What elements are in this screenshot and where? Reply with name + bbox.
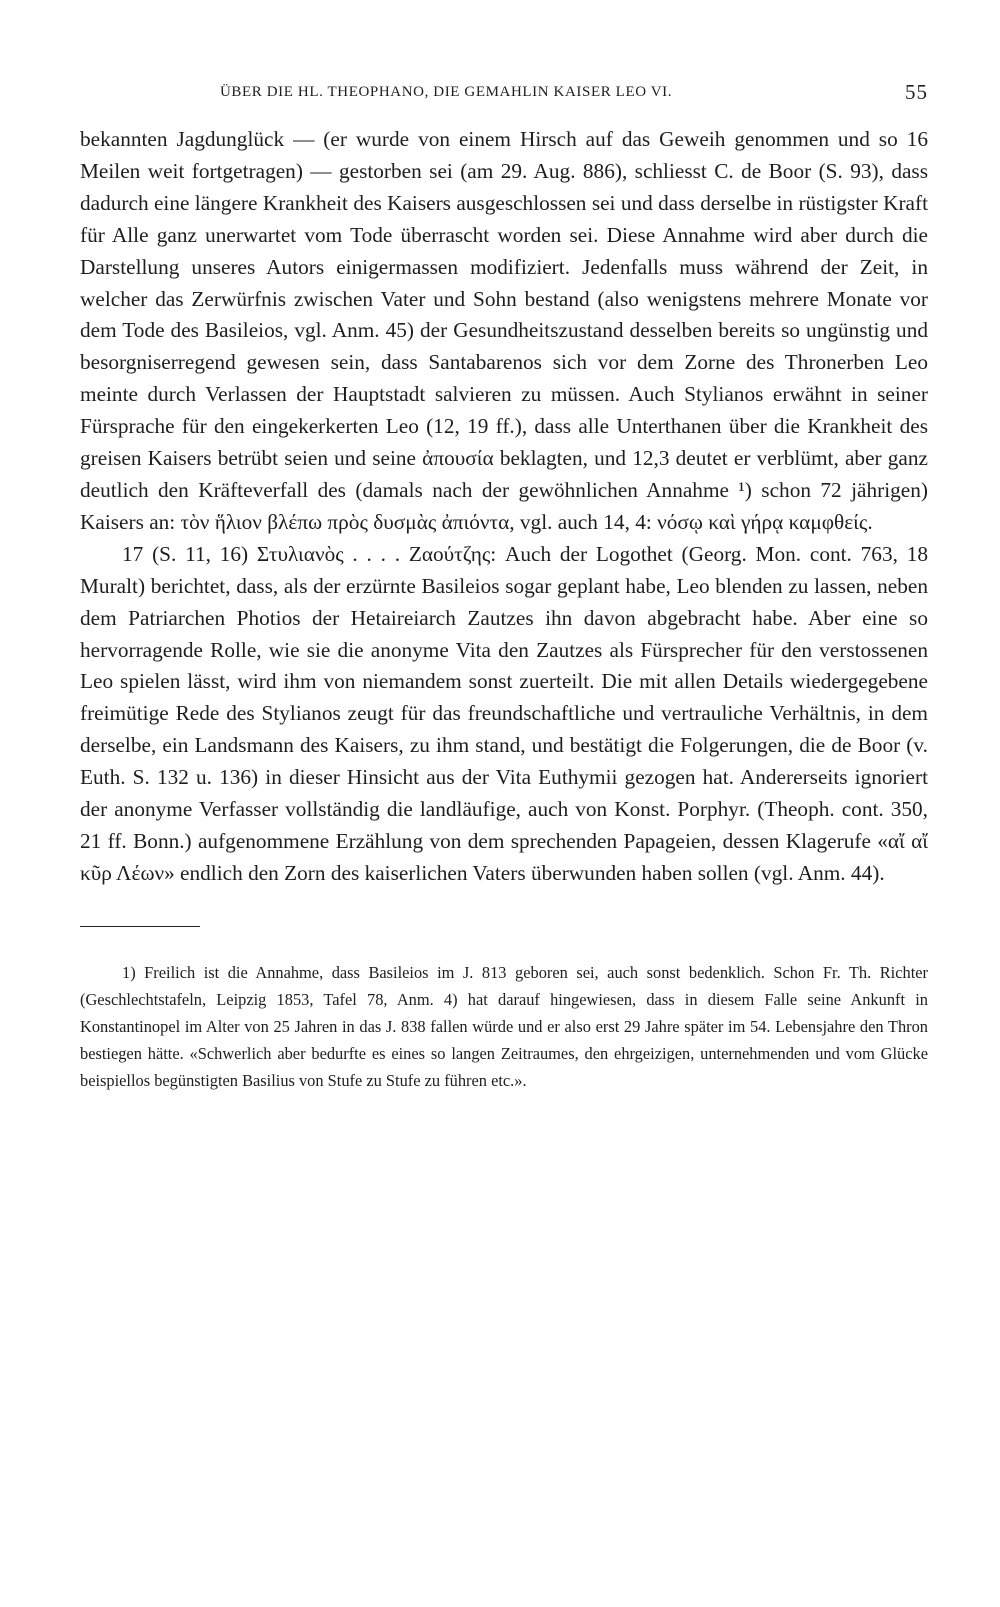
paragraph-note-17: 17 (S. 11, 16) Στυλιανὸς . . . . Ζαούτζης: Auch der Logothet (Georg. Mon. cont. 763, 18 Muralt) berichtet, dass, als der erzürnte Basileios sogar geplant habe, Leo blenden zu lassen, neben dem Patriarchen Photios der Hetaireiarch Zautzes ihn davon abgebracht habe. Aber eine so hervorragende Rolle, wie sie die anonyme Vita den Zautzes als Fürsprecher für den verstossenen Leo spielen lässt, wird ihm von niemandem sonst zuerteilt. Die mit allen Details wiedergegebene freimütige Rede des Stylianos zeugt für das freundschaftliche und vertrauliche Verhältnis, in dem derselbe, ein Landsmann des Kaisers, zu ihm stand, und bestätigt die Folgerungen, die de Boor (v. Euth. S. 132 u. 136) in dieser Hinsicht aus der Vita Euthymii gezogen hat. Andererseits ignoriert der anonyme Verfasser vollständig die landläufige, auch von Konst. Porphyr. (Theoph. cont. 350, 21 ff. Bonn.) aufgenommene Erzählung von dem sprechenden Papageien, dessen Klagerufe «αἴ αἴ κῦρ Λέων» endlich den Zorn des kaiserlichen Vaters überwunden haben sollen (vgl. Anm. 44). [80, 541, 928, 885]
main-text [80, 124, 928, 890]
footnote-separator [80, 926, 200, 927]
footnotes [80, 959, 928, 1094]
paragraph-continuation: bekannten Jagdunglück — (er wurde von einem Hirsch auf das Geweih genommen und so 16 Meilen weit fortgetragen) — gestorben sei (am 29. Aug. 886), schliesst C. de Boor (S. 93), dass dadurch eine längere Krankheit des Kaisers ausgeschlossen sei und dass derselbe in rüstigster Kraft für Alle ganz unerwartet vom Tode überrascht worden sei. Diese Annahme wird aber durch die Darstellung unseres Autors einigermassen modifiziert. Jedenfalls muss während der Zeit, in welcher das Zerwürfnis zwischen Vater und Sohn bestand (also wenigstens mehrere Monate vor dem Tode des Basileios, vgl. Anm. 45) der Gesundheitszustand desselben bereits so ungünstig und besorgniserregend gewesen sein, dass Santabarenos sich vor dem Zorne des Thronerben Leo meinte durch Verlassen der Hauptstadt salvieren zu müssen. Auch Stylianos erwähnt in seiner Fürsprache für den eingekerkerten Leo (12, 19 ff.), dass alle Unterthanen über die Krankheit des greisen Kaisers betrübt seien und seine ἀπουσία beklagten, und 12,3 deutet er verblümt, aber ganz deutlich den Kräfteverfall des (damals nach der gewöhnlichen Annahme ¹) schon 72 jährigen) Kaisers an: τὸν ἥλιον βλέπω πρὸς δυσμὰς ἀπιόντα, vgl. auch 14, 4: νόσῳ καὶ γήρᾳ καμφθείς. [80, 127, 928, 534]
page-header [80, 80, 928, 124]
document-page [80, 80, 928, 1094]
running-head: ÜBER DIE HL. THEOPHANO, DIE GEMAHLIN KAISER LEO VI. [220, 84, 673, 100]
page-number: 55 [905, 80, 928, 104]
footnote-1: 1) Freilich ist die Annahme, dass Basileios im J. 813 geboren sei, auch sonst bedenklich. Schon Fr. Th. Richter (Geschlechtstafeln, Leipzig 1853, Tafel 78, Anm. 4) hat darauf hingewiesen, dass in diesem Falle seine Ankunft in Konstantinopel im Alter von 25 Jahren in das J. 838 fallen würde und er also erst 29 Jahre später im 54. Lebensjahre den Thron bestiegen hätte. «Schwerlich aber bedurfte es eines so langen Zeitraumes, den ehrgeizigen, unternehmenden und vom Glücke beispiellos begünstigten Basilius von Stufe zu Stufe zu führen etc.». [80, 962, 928, 1090]
